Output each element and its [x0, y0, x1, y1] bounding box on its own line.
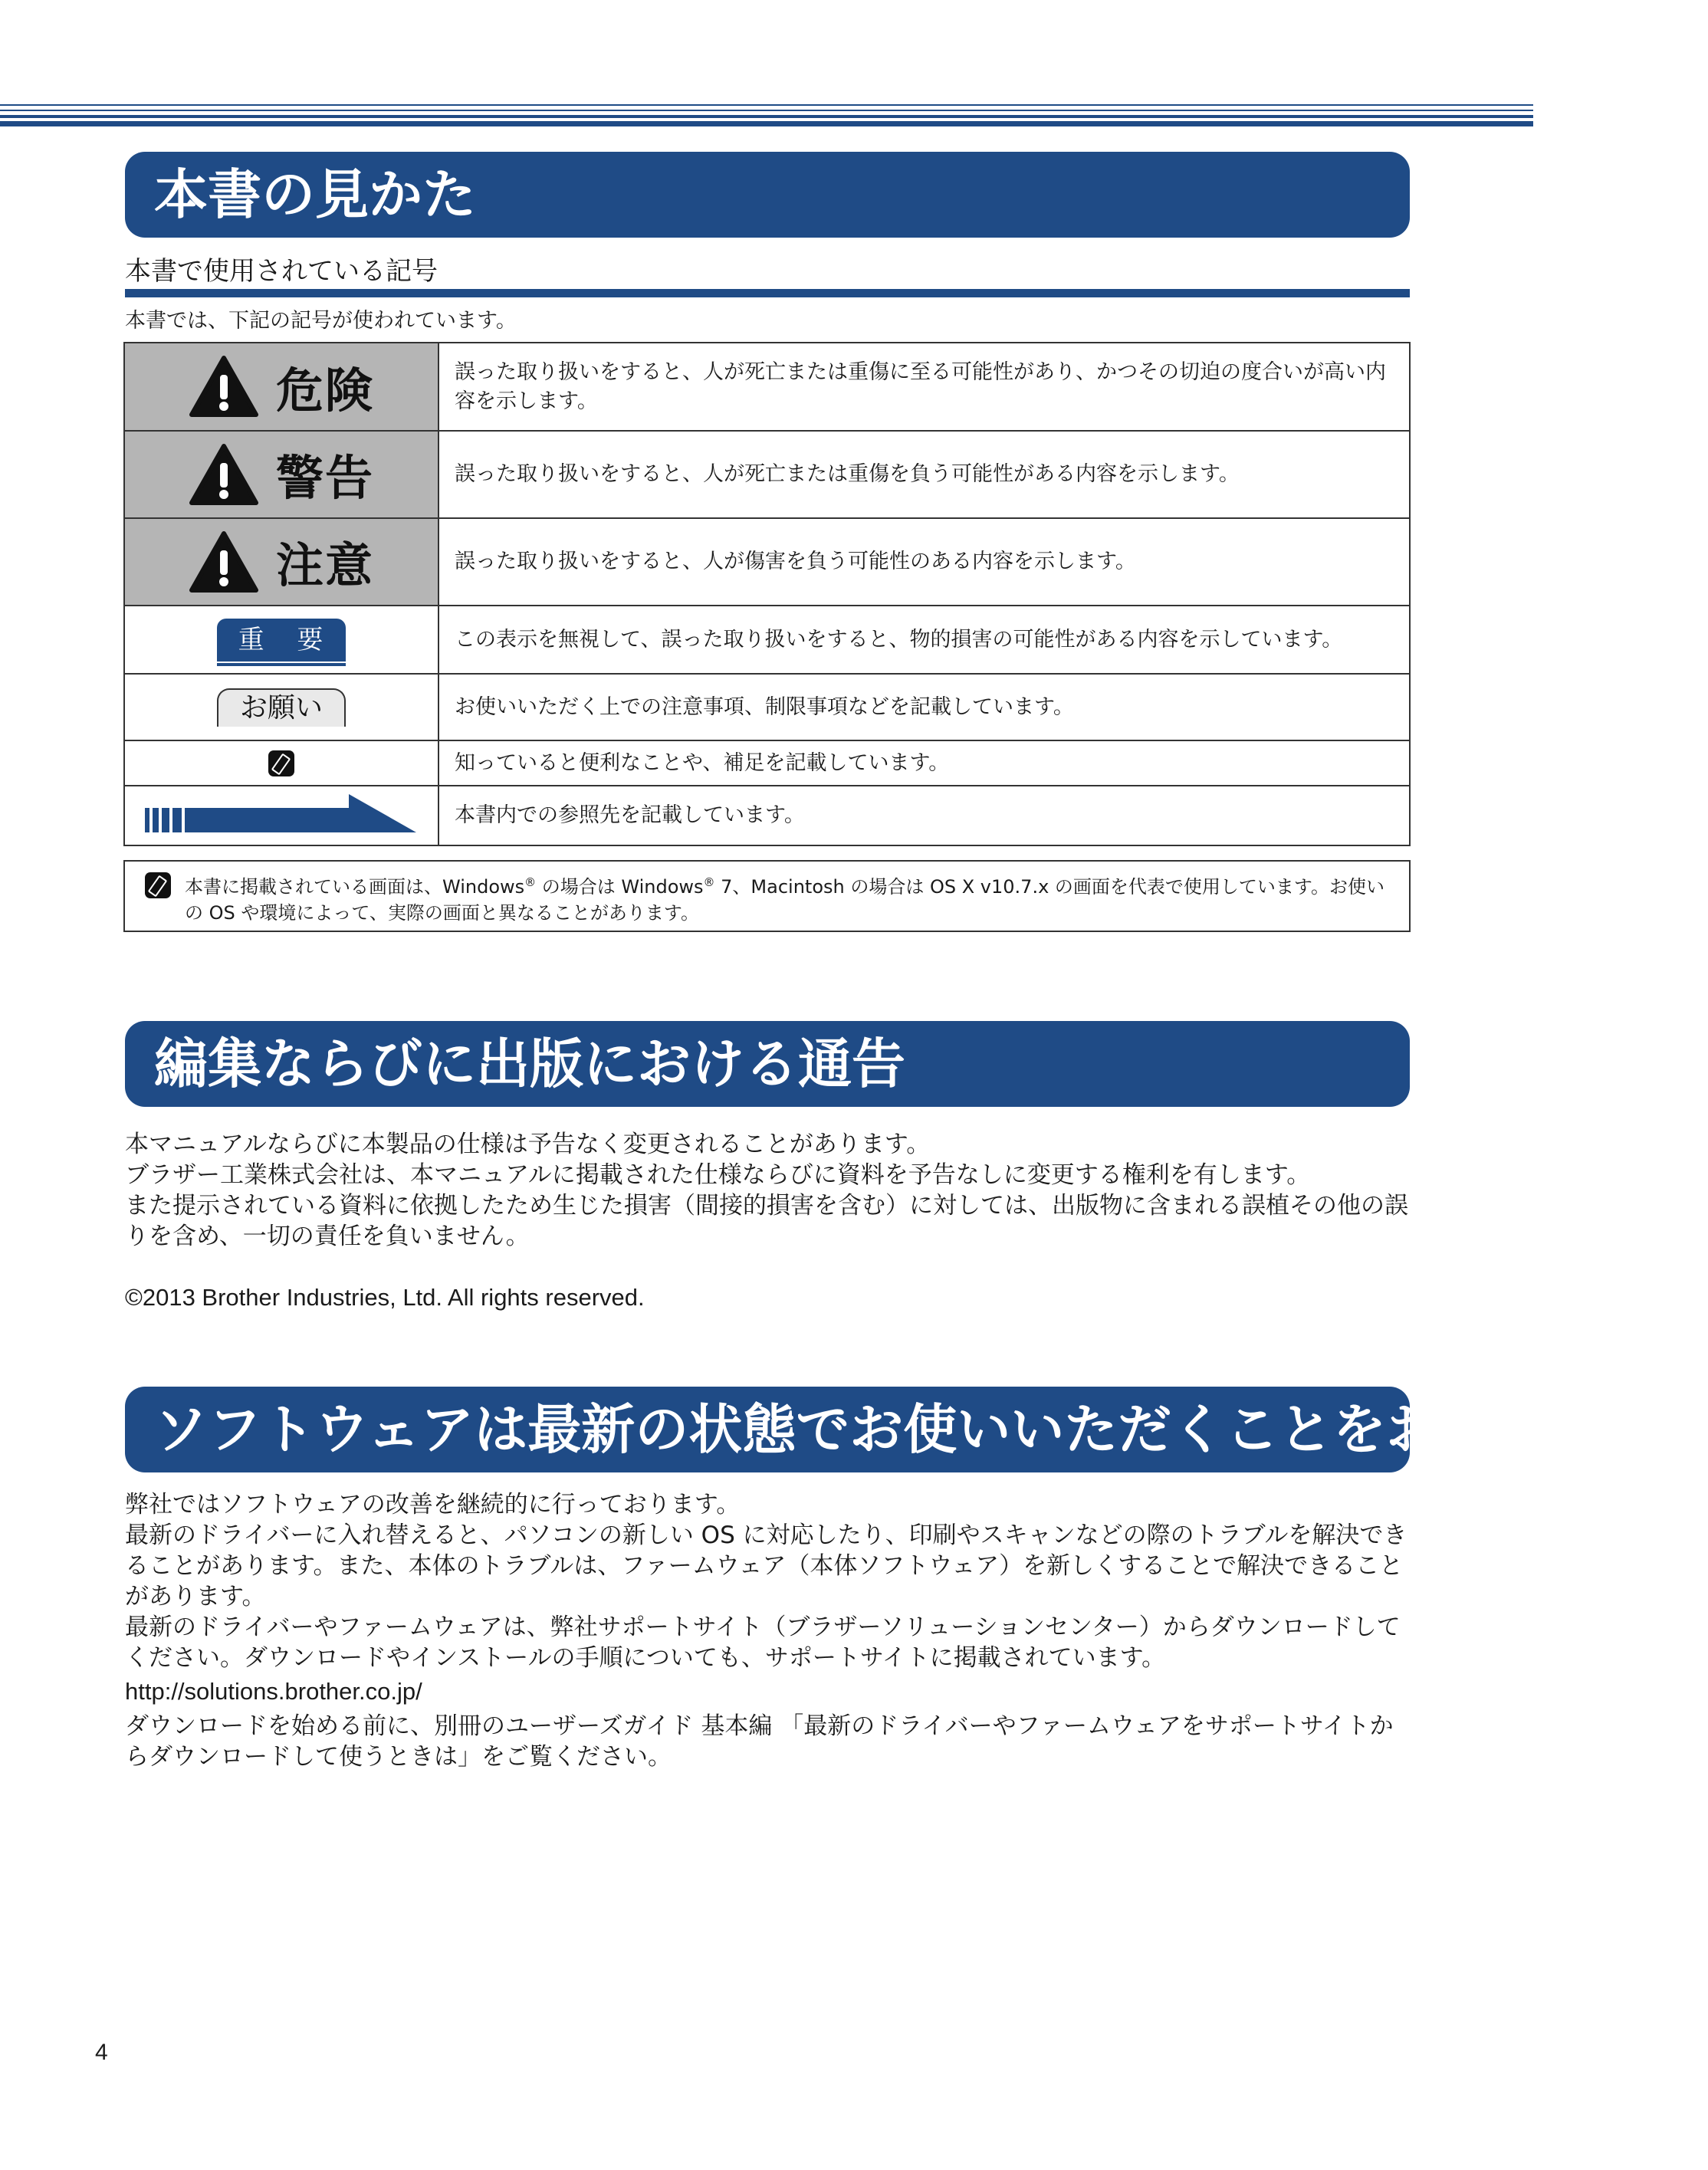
legend-row-caution — [124, 518, 1410, 606]
symbol-cell — [124, 431, 438, 518]
memo-icon — [268, 750, 294, 776]
symbol-cell — [124, 674, 438, 740]
warning-triangle-icon — [189, 355, 259, 418]
request-badge: お願い — [217, 688, 346, 727]
header-rule-thin-1 — [0, 104, 1533, 106]
header-rule-mid — [0, 115, 1533, 118]
symbol-description: お使いいただく上での注意事項、制限事項などを記載しています。 — [438, 674, 1410, 740]
symbol-label-warning: 警告 — [275, 450, 374, 507]
legend-row-memo — [124, 740, 1410, 786]
subheading-rule — [125, 289, 1410, 297]
editorial-notice-body: 本マニュアルならびに本製品の仕様は予告なく変更されることがあります。 ブラザー工業株式会社は、本マニュアルに掲載された仕様ならびに資料を予告なしに変更する権利を有します。 また提示されている資料に依拠したため生じた損害（間接的損害を含む）に対しては、出版物に含まれる誤植その他の誤りを含め、一切の責任を負いません。 — [125, 1131, 1408, 1250]
symbol-description: この表示を無視して、誤った取り扱いをすると、物的損害の可能性がある内容を示しています。 — [438, 606, 1410, 674]
important-badge: 重 要 — [217, 619, 346, 662]
symbol-cell — [124, 606, 438, 674]
symbol-cell — [124, 786, 438, 845]
note-text-part: 本書に掲載されている画面は、Windows — [185, 876, 525, 898]
legend-row-request — [124, 674, 1410, 740]
symbol-description: 誤った取り扱いをすると、人が死亡または重傷に至る可能性があり、かつその切迫の度合いが高い内容を示します。 — [438, 343, 1410, 431]
warning-triangle-icon — [189, 530, 259, 593]
screen-note-box — [123, 860, 1411, 932]
registered-mark: ® — [524, 875, 537, 889]
page-number: 4 — [95, 2040, 108, 2065]
screen-note-text — [185, 869, 1388, 926]
section-title-editorial-notice: 編集ならびに出版における通告 — [125, 1021, 1410, 1107]
symbol-label-caution: 注意 — [275, 537, 374, 594]
section-title-how-to-read: 本書の見かた — [125, 152, 1410, 238]
note-text-part: 7、Macintosh の場合は OS X v10.7.x の画面を代表で使用しています。お使いの OS や環境によって、実際の画面と異なることがあります。 — [185, 876, 1384, 924]
copyright-text: ©2013 Brother Industries, Ltd. All rights reserved. — [125, 1284, 645, 1311]
subheading-symbols: 本書で使用されている記号 — [125, 256, 438, 287]
header-rule-thick — [0, 121, 1533, 126]
header-rule-thin-2 — [0, 110, 1533, 111]
section-title-software-update: ソフトウェアは最新の状態でお使いいただくことをお勧めします — [125, 1387, 1410, 1472]
legend-row-important — [124, 606, 1410, 674]
intro-text: 本書では、下記の記号が使われています。 — [125, 309, 517, 333]
symbol-label-danger: 危険 — [275, 362, 374, 419]
symbol-cell — [124, 740, 438, 786]
symbol-cell — [124, 518, 438, 606]
symbol-description: 知っていると便利なことや、補足を記載しています。 — [438, 740, 1410, 786]
symbol-description: 本書内での参照先を記載しています。 — [438, 786, 1410, 845]
symbol-description: 誤った取り扱いをすると、人が死亡または重傷を負う可能性がある内容を示します。 — [438, 431, 1410, 518]
reference-arrow-icon — [145, 793, 418, 835]
symbol-cell — [124, 343, 438, 431]
legend-row-reference — [124, 786, 1410, 845]
warning-triangle-icon — [189, 443, 259, 506]
software-update-body: 弊社ではソフトウェアの改善を継続的に行っております。 最新のドライバーに入れ替えると、パソコンの新しい OS に対応したり、印刷やスキャンなどの際のトラブルを解決できることがあります。また、本体のトラブルは、ファームウェア（本体ソフトウェア）を新しくすることで解決できることがあります。 最新のドライバーやファームウェアは、弊社サポートサイト（ブラザーソリューションセンター）からダウンロードしてください。ダウンロードやインストールの手順についても、サポートサイトに掲載されています。 — [125, 1491, 1407, 1672]
note-text-part: の場合は Windows — [536, 876, 704, 898]
support-site-link[interactable]: http://solutions.brother.co.jp/ — [125, 1678, 422, 1705]
legend-row-danger — [124, 343, 1410, 431]
symbol-description: 誤った取り扱いをすると、人が傷害を負う可能性のある内容を示します。 — [438, 518, 1410, 606]
software-update-body-2: ダウンロードを始める前に、別冊のユーザーズガイド 基本編 「最新のドライバーやファームウェアをサポートサイトからダウンロードして使うときは」をご覧ください。 — [125, 1712, 1394, 1771]
memo-icon — [145, 872, 171, 898]
legend-row-warning — [124, 431, 1410, 518]
registered-mark: ® — [703, 875, 715, 889]
symbol-legend-table — [123, 342, 1411, 846]
